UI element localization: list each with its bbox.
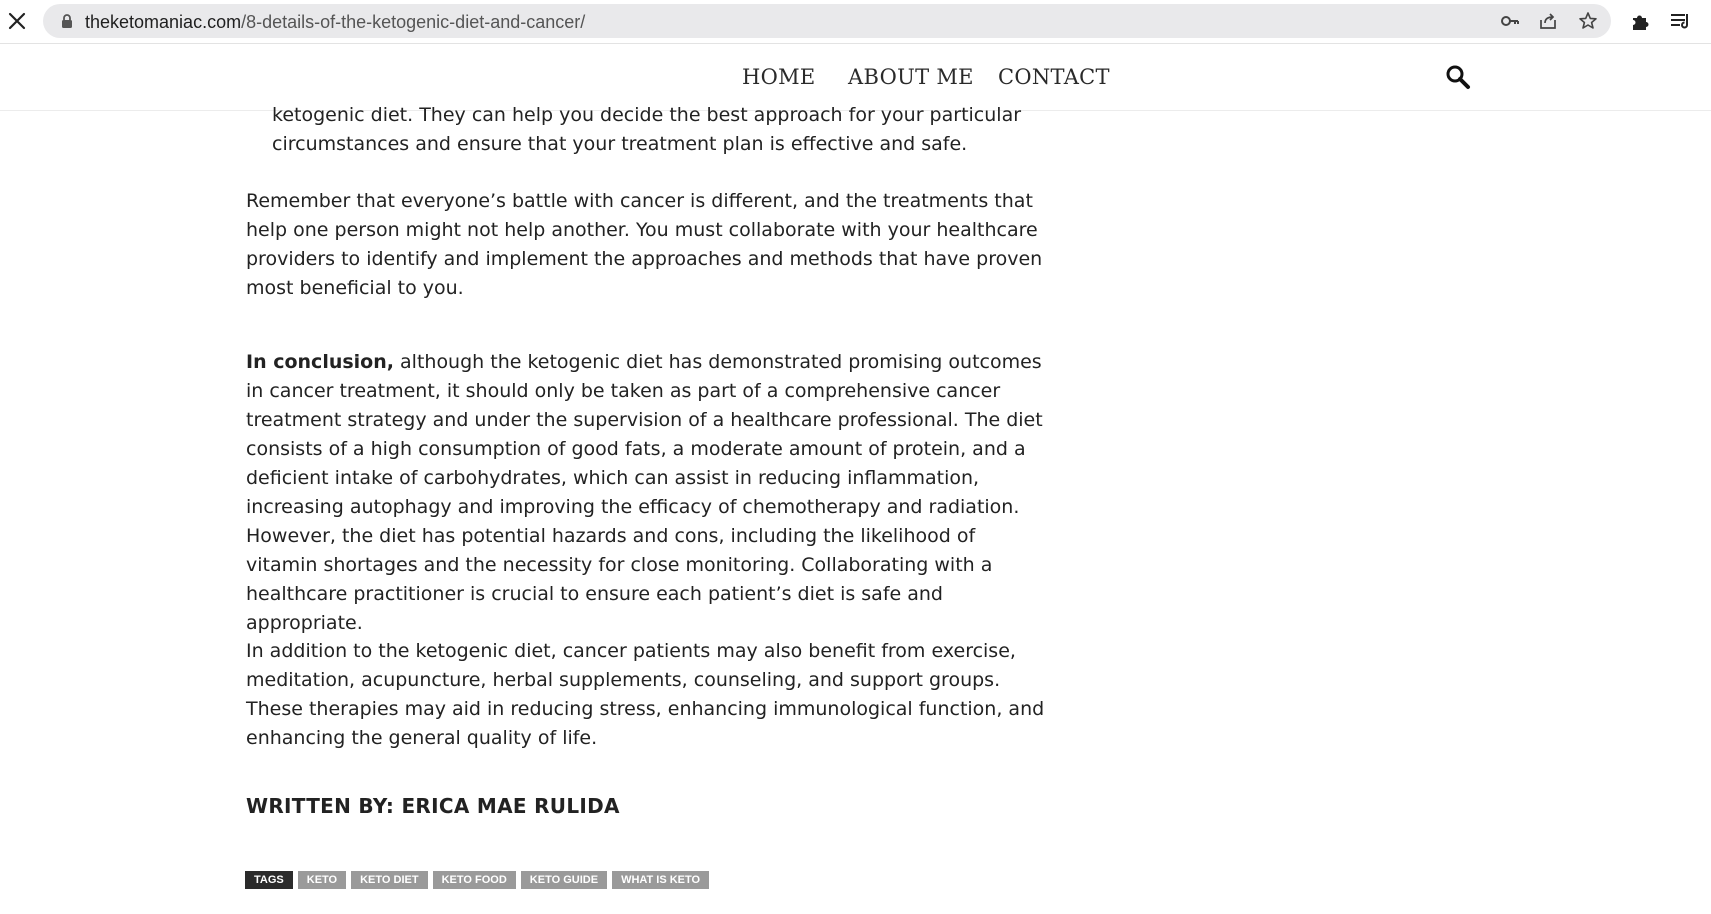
address-bar[interactable] bbox=[43, 4, 1611, 38]
url-domain: theketomaniac.com bbox=[85, 12, 242, 32]
tags-header: TAGS bbox=[245, 871, 293, 889]
url-path: /8-details-of-the-ketogenic-diet-and-cancer/ bbox=[241, 12, 586, 32]
bookmark-star-icon[interactable] bbox=[1578, 11, 1598, 31]
nav-about-link[interactable]: ABOUT ME bbox=[848, 65, 974, 89]
paragraph-conclusion bbox=[246, 348, 1046, 638]
key-icon[interactable] bbox=[1500, 11, 1520, 31]
browser-toolbar bbox=[0, 0, 1711, 44]
share-icon[interactable] bbox=[1538, 11, 1558, 31]
lock-icon bbox=[59, 13, 75, 29]
paragraph-addition: In addition to the ketogenic diet, cancer patients may also benefit from exercise, meditation, acupuncture, herbal supplements, counseling, and support groups. These therapies may aid in reducing stress, enhancing immunological function, and enhancing the general quality of life. bbox=[246, 640, 1045, 749]
tag-link[interactable]: KETO DIET bbox=[351, 871, 427, 889]
url-text bbox=[85, 12, 585, 33]
nav-home-link[interactable]: HOME bbox=[742, 65, 816, 89]
extensions-puzzle-icon[interactable] bbox=[1629, 10, 1651, 32]
search-icon[interactable] bbox=[1444, 63, 1472, 91]
tag-link[interactable]: KETO FOOD bbox=[433, 871, 516, 889]
list-item-text-partial: ketogenic diet. They can help you decide the best approach for your particular circumstances and ensure that your treatment plan is effective and safe. bbox=[272, 104, 1022, 155]
tag-link[interactable]: KETO bbox=[298, 871, 346, 889]
tag-link[interactable]: KETO GUIDE bbox=[521, 871, 607, 889]
reading-list-icon[interactable] bbox=[1669, 10, 1691, 32]
close-icon bbox=[8, 12, 26, 30]
author-byline: WRITTEN BY: ERICA MAE RULIDA bbox=[246, 794, 620, 818]
nav-contact-link[interactable]: CONTACT bbox=[998, 65, 1110, 89]
tag-link[interactable]: WHAT IS KETO bbox=[612, 871, 709, 889]
tag-list bbox=[245, 871, 709, 889]
conclusion-text: although the ketogenic diet has demonstrated promising outcomes in cancer treatment, it should only be taken as part of a comprehensive cancer treatment strategy and under the supervision of a healthcare professional. The diet consists of a high consumption of good fats, a moderate amount of protein, and a deficient intake of carbohydrates, which can assist in reducing inflammation, increasing autophagy and improving the efficacy of chemotherapy and radiation. However, the diet has potential hazards and cons, including the likelihood of vitamin shortages and the necessity for close monitoring. Collaborating with a healthcare practitioner is crucial to ensure each patient’s diet is safe and appropriate. bbox=[246, 351, 1043, 634]
paragraph-remember: Remember that everyone’s battle with cancer is different, and the treatments that help one person might not help another. You must collaborate with your healthcare providers to identify and implement the approaches and methods that have proven most beneficial to you. bbox=[246, 190, 1043, 299]
conclusion-lead: In conclusion, bbox=[246, 351, 394, 373]
stop-loading-button[interactable] bbox=[4, 8, 30, 34]
